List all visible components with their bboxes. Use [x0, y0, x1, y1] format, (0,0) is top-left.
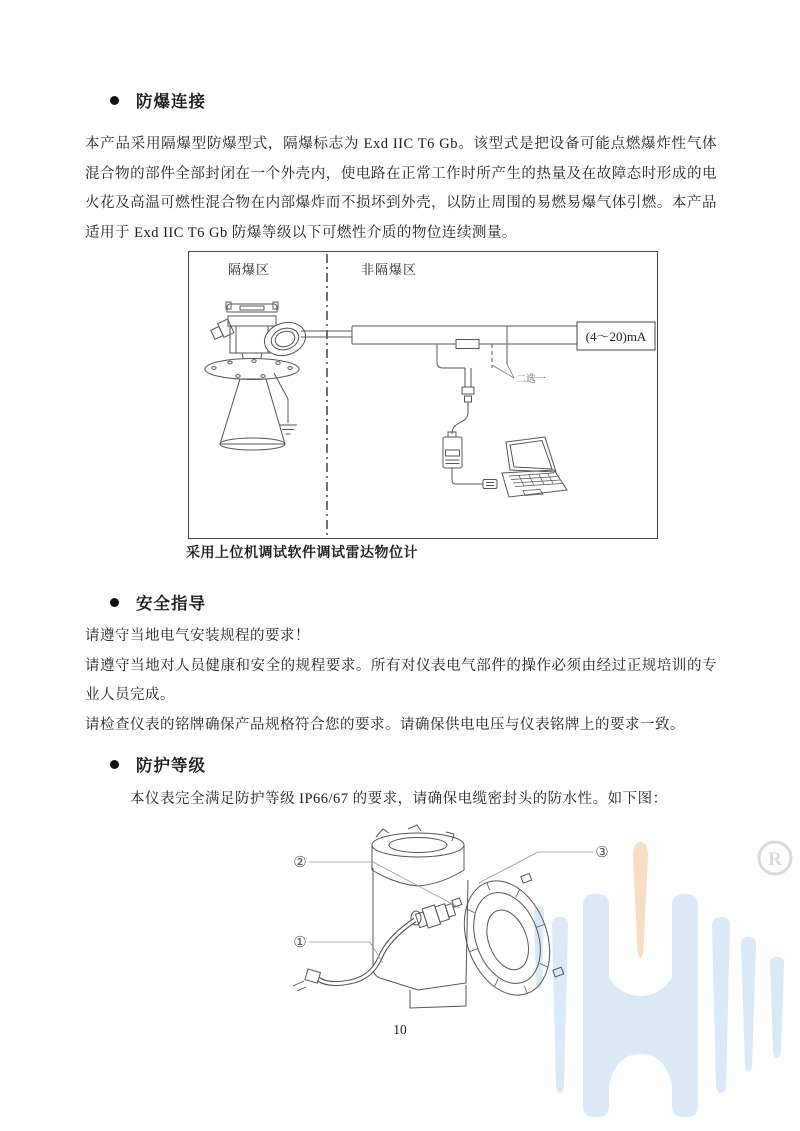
safety-paragraph-2: 请遵守当地对人员健康和安全的规程要求。所有对仪表电气部件的操作必须由经过正规培训的专业人员完成。: [85, 657, 717, 703]
bullet-icon: [110, 598, 119, 607]
figure1-caption: 采用上位机调试软件调试雷达物位计: [186, 544, 418, 560]
callout-label-3: ③: [595, 845, 609, 861]
cable-end-fitting: [305, 969, 321, 983]
safety-paragraph-1: 请遵守当地电气安装规程的要求！: [85, 628, 310, 644]
section-title: 安全指导: [136, 594, 206, 613]
top-cover-ring: [372, 833, 464, 857]
section-heading-protection: [110, 752, 206, 776]
bullet-icon: [110, 760, 119, 769]
bottom-stub: [410, 985, 466, 1008]
callout-label-2: ②: [293, 855, 307, 871]
section-title: 防爆连接: [136, 92, 206, 111]
section-title: 防护等级: [136, 756, 206, 775]
safety-paragraph-3: 请检查仪表的铭牌确保产品规格符合您的要求。请确保供电电压与仪表铭牌上的要求一致。: [85, 716, 685, 733]
figure-frame: [189, 252, 658, 539]
cable-inner: [318, 920, 415, 984]
explosion-body-paragraph: 本产品采用隔爆型防爆型式，隔爆标志为 Exd IIC T6 Gb。该型式是把设备可能点燃爆炸性气体混合物的部件全部封闭在一个外壳内，使电路在正常工作时所产生的热量及在故障态时形成的电火花及高温可燃性混合物在内部爆炸而不损坏到外壳，以防止周围的易燃易爆气体引燃。本产品适用于 Exd IIC T6 Gb 防爆等级以下可燃性介质的物位连续测量。: [85, 136, 717, 241]
transmitter-housing-drawing: [293, 825, 568, 1008]
page-number: 10: [393, 1022, 407, 1037]
bullet-icon: [110, 96, 119, 105]
safety-body: [85, 622, 717, 740]
housing-gland-figure: [270, 820, 670, 1020]
protection-body-paragraph: 本仪表完全满足防护等级 IP66/67 的要求，请确保电缆密封头的防水性。如下图：: [130, 791, 668, 807]
wiring-diagram-figure: [188, 251, 658, 539]
zone-label-non-exproof: 非隔爆区: [361, 262, 418, 277]
registered-mark-letter: R: [768, 849, 782, 870]
zone-label-exproof: 隔爆区: [228, 262, 271, 277]
output-signal-label: (4～20)mA: [585, 329, 647, 344]
callout-label-1: ①: [293, 935, 307, 951]
section-heading-safety: [110, 590, 206, 614]
choose-one-label: 二选一: [516, 374, 546, 385]
load-resistor: [456, 340, 479, 349]
section-heading-explosion: [110, 88, 206, 112]
main-body: [373, 868, 468, 990]
callout-leader-lines: [309, 852, 593, 963]
